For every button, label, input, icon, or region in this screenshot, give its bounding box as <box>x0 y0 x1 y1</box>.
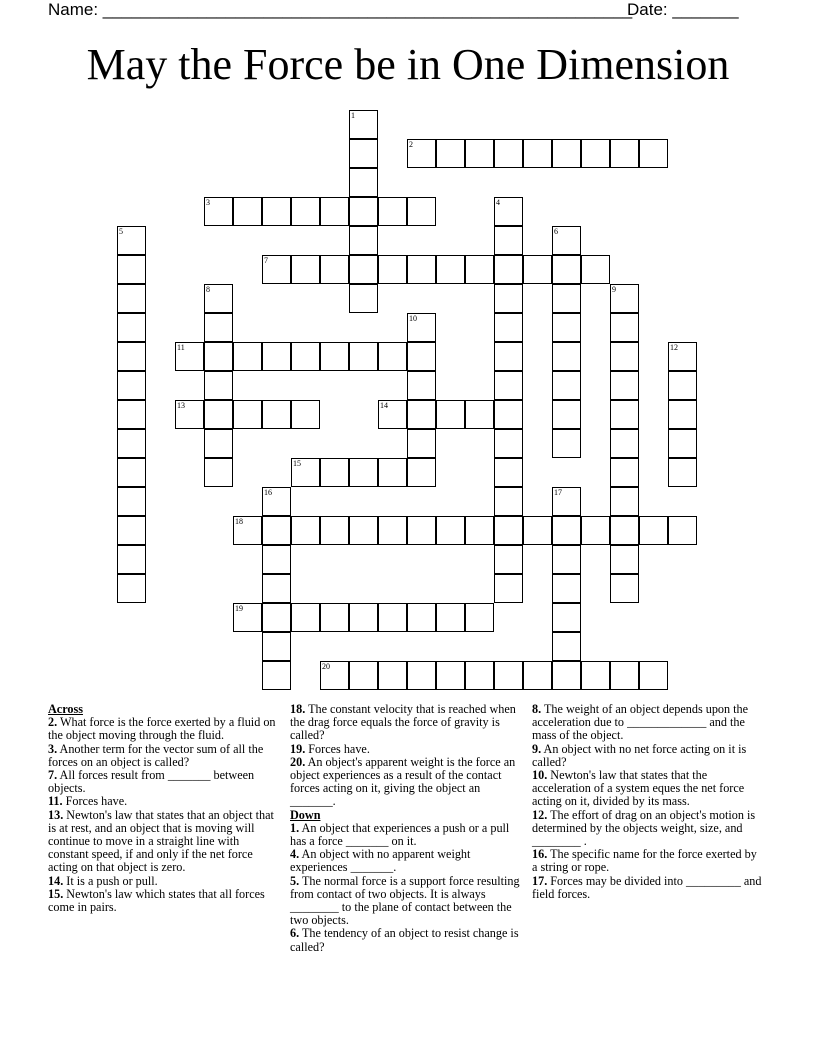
clue-number: 16 <box>264 488 272 497</box>
grid-cell[interactable] <box>610 342 639 371</box>
grid-cell[interactable] <box>436 400 465 429</box>
grid-cell[interactable] <box>320 342 349 371</box>
grid-cell[interactable] <box>117 574 146 603</box>
grid-cell[interactable] <box>552 516 581 545</box>
grid-cell[interactable] <box>610 516 639 545</box>
grid-cell[interactable] <box>175 342 204 371</box>
grid-cell[interactable] <box>494 371 523 400</box>
grid-cell[interactable] <box>320 458 349 487</box>
grid-cell[interactable] <box>494 255 523 284</box>
grid-cell[interactable] <box>523 139 552 168</box>
grid-cell[interactable] <box>668 371 697 400</box>
grid-cell[interactable] <box>494 574 523 603</box>
grid-cell[interactable] <box>349 284 378 313</box>
grid-cell[interactable] <box>117 516 146 545</box>
grid-cell[interactable] <box>320 661 349 690</box>
grid-cell[interactable] <box>320 603 349 632</box>
grid-cell[interactable] <box>494 342 523 371</box>
grid-cell[interactable] <box>436 661 465 690</box>
grid-cell[interactable] <box>581 139 610 168</box>
grid-cell[interactable] <box>233 342 262 371</box>
grid-cell[interactable] <box>262 661 291 690</box>
clue-number: 13 <box>177 401 185 410</box>
grid-cell[interactable] <box>349 255 378 284</box>
grid-cell[interactable] <box>523 255 552 284</box>
grid-cell[interactable] <box>494 458 523 487</box>
grid-cell[interactable] <box>262 516 291 545</box>
grid-cell[interactable] <box>378 197 407 226</box>
date-field: Date: _______ <box>627 0 739 19</box>
grid-cell[interactable] <box>436 603 465 632</box>
grid-cell[interactable] <box>668 516 697 545</box>
grid-cell[interactable] <box>465 516 494 545</box>
grid-cell[interactable] <box>407 603 436 632</box>
grid-cell[interactable] <box>407 255 436 284</box>
clues-column-2 <box>290 703 522 954</box>
grid-cell[interactable] <box>204 197 233 226</box>
grid-cell[interactable] <box>349 139 378 168</box>
clue-down-5: 5. The normal force is a support force resulting from contact of two objects. It is always ________ to the plane of contact between the two objects. <box>290 873 520 928</box>
down-heading: Down <box>290 807 321 822</box>
grid-cell[interactable] <box>639 139 668 168</box>
grid-cell[interactable] <box>262 342 291 371</box>
grid-cell[interactable] <box>175 400 204 429</box>
grid-cell[interactable] <box>291 197 320 226</box>
grid-cell[interactable] <box>320 516 349 545</box>
clue-down-16: 16. The specific name for the force exerted by a string or rope. <box>532 847 757 875</box>
grid-cell[interactable] <box>378 400 407 429</box>
clue-number: 14 <box>380 401 388 410</box>
clues-column-1 <box>48 703 280 914</box>
grid-cell[interactable] <box>262 487 291 516</box>
grid-cell[interactable] <box>610 545 639 574</box>
page-title: May the Force be in One Dimension <box>86 40 730 89</box>
clue-number: 11 <box>177 343 185 352</box>
grid-cell[interactable] <box>204 371 233 400</box>
grid-cell[interactable] <box>407 371 436 400</box>
clue-number: 12 <box>670 343 678 352</box>
clue-across-14: 14. It is a push or pull. <box>48 873 158 888</box>
grid-cell[interactable] <box>610 458 639 487</box>
grid-cell[interactable] <box>407 342 436 371</box>
grid-cell[interactable] <box>552 313 581 342</box>
clue-across-13: 13. Newton's law that states that an object that is at rest, and an object that is moving will continue to move in a straight line with constant speed, if and only if the net force acting on that object is zero. <box>48 807 274 875</box>
grid-cell[interactable] <box>349 226 378 255</box>
grid-cell[interactable] <box>378 661 407 690</box>
grid-cell[interactable] <box>610 313 639 342</box>
grid-cell[interactable] <box>552 574 581 603</box>
grid-cell[interactable] <box>465 255 494 284</box>
grid-cell[interactable] <box>378 255 407 284</box>
grid-cell[interactable] <box>291 516 320 545</box>
grid-cell[interactable] <box>117 284 146 313</box>
grid-cell[interactable] <box>610 284 639 313</box>
across-heading: Across <box>48 702 83 716</box>
grid-cell[interactable] <box>378 458 407 487</box>
grid-cell[interactable] <box>610 429 639 458</box>
grid-cell[interactable] <box>407 313 436 342</box>
clue-across-20: 20. An object's apparent weight is the force an object experiences as a result of the contact forces acting on it, giving the object an _______. <box>290 754 516 809</box>
grid-cell[interactable] <box>291 400 320 429</box>
grid-cell[interactable] <box>204 458 233 487</box>
clue-across-2: 2. What force is the force exerted by a fluid on the object moving through the fluid. <box>48 715 276 743</box>
clue-number: 7 <box>264 256 268 265</box>
grid-cell[interactable] <box>117 342 146 371</box>
grid-cell[interactable] <box>204 313 233 342</box>
grid-cell[interactable] <box>204 342 233 371</box>
grid-cell[interactable] <box>117 226 146 255</box>
grid-cell[interactable] <box>436 139 465 168</box>
grid-cell[interactable] <box>407 429 436 458</box>
grid-cell[interactable] <box>233 400 262 429</box>
grid-cell[interactable] <box>233 197 262 226</box>
grid-cell[interactable] <box>610 139 639 168</box>
grid-cell[interactable] <box>117 313 146 342</box>
clue-number: 2 <box>409 140 413 149</box>
grid-cell[interactable] <box>668 458 697 487</box>
grid-cell[interactable] <box>117 429 146 458</box>
grid-cell[interactable] <box>262 400 291 429</box>
grid-cell[interactable] <box>349 458 378 487</box>
grid-cell[interactable] <box>552 139 581 168</box>
grid-cell[interactable] <box>494 516 523 545</box>
grid-cell[interactable] <box>581 255 610 284</box>
grid-cell[interactable] <box>407 400 436 429</box>
grid-cell[interactable] <box>610 400 639 429</box>
grid-cell[interactable] <box>552 371 581 400</box>
grid-cell[interactable] <box>233 516 262 545</box>
grid-cell[interactable] <box>407 139 436 168</box>
grid-cell[interactable] <box>204 429 233 458</box>
grid-cell[interactable] <box>117 400 146 429</box>
grid-cell[interactable] <box>349 661 378 690</box>
clue-number: 10 <box>409 314 417 323</box>
grid-cell[interactable] <box>494 400 523 429</box>
grid-cell[interactable] <box>523 516 552 545</box>
grid-cell[interactable] <box>668 342 697 371</box>
grid-cell[interactable] <box>262 632 291 661</box>
grid-cell[interactable] <box>494 545 523 574</box>
clue-number: 20 <box>322 662 330 671</box>
grid-cell[interactable] <box>552 661 581 690</box>
grid-cell[interactable] <box>349 516 378 545</box>
grid-cell[interactable] <box>436 516 465 545</box>
grid-cell[interactable] <box>552 226 581 255</box>
grid-cell[interactable] <box>204 400 233 429</box>
grid-cell[interactable] <box>494 429 523 458</box>
clue-down-12: 12. The effort of drag on an object's motion is determined by the objects weight, size, and ________ . <box>532 807 756 849</box>
grid-cell[interactable] <box>117 487 146 516</box>
grid-cell[interactable] <box>436 255 465 284</box>
grid-cell[interactable] <box>552 487 581 516</box>
clue-down-1: 1. An object that experiences a push or a pull has a force _______ on it. <box>290 820 510 849</box>
grid-cell[interactable] <box>262 603 291 632</box>
grid-cell[interactable] <box>494 139 523 168</box>
grid-cell[interactable] <box>465 661 494 690</box>
grid-cell[interactable] <box>378 603 407 632</box>
grid-cell[interactable] <box>349 110 378 139</box>
clue-number: 15 <box>293 459 301 468</box>
clues-column-3 <box>532 703 764 901</box>
grid-cell[interactable] <box>552 545 581 574</box>
grid-cell[interactable] <box>552 603 581 632</box>
grid-cell[interactable] <box>639 516 668 545</box>
clue-across-11: 11. Forces have. <box>48 794 128 809</box>
clue-down-6: 6. The tendency of an object to resist change is called? <box>290 926 519 954</box>
grid-cell[interactable] <box>407 516 436 545</box>
grid-cell[interactable] <box>552 400 581 429</box>
grid-cell[interactable] <box>407 661 436 690</box>
grid-cell[interactable] <box>552 284 581 313</box>
clue-across-15: 15. Newton's law which states that all forces come in pairs. <box>48 886 265 915</box>
clue-across-18: 18. The constant velocity that is reached when the drag force equals the force of gravity is called? <box>290 702 516 743</box>
grid-cell[interactable] <box>320 255 349 284</box>
clue-down-9: 9. An object with no net force acting on it is called? <box>532 741 747 769</box>
grid-cell[interactable] <box>552 632 581 661</box>
grid-cell[interactable] <box>349 603 378 632</box>
clue-number: 9 <box>612 285 616 294</box>
grid-cell[interactable] <box>291 603 320 632</box>
grid-cell[interactable] <box>494 661 523 690</box>
clue-number: 6 <box>554 227 558 236</box>
grid-cell[interactable] <box>378 342 407 371</box>
clue-number: 19 <box>235 604 243 613</box>
grid-cell[interactable] <box>117 371 146 400</box>
grid-cell[interactable] <box>494 313 523 342</box>
grid-cell[interactable] <box>581 516 610 545</box>
clue-down-8: 8. The weight of an object depends upon the acceleration due to _____________ and the mass of the object. <box>532 702 749 743</box>
clue-number: 5 <box>119 227 123 236</box>
grid-cell[interactable] <box>262 197 291 226</box>
grid-cell[interactable] <box>117 255 146 284</box>
clue-across-19: 19. Forces have. <box>290 741 370 756</box>
grid-cell[interactable] <box>668 400 697 429</box>
grid-cell[interactable] <box>262 545 291 574</box>
grid-cell[interactable] <box>291 342 320 371</box>
clue-number: 8 <box>206 285 210 294</box>
grid-cell[interactable] <box>668 429 697 458</box>
grid-cell[interactable] <box>117 545 146 574</box>
grid-cell[interactable] <box>349 168 378 197</box>
clue-number: 17 <box>554 488 562 497</box>
grid-cell[interactable] <box>349 197 378 226</box>
grid-cell[interactable] <box>465 603 494 632</box>
grid-cell[interactable] <box>407 458 436 487</box>
grid-cell[interactable] <box>262 255 291 284</box>
grid-cell[interactable] <box>320 197 349 226</box>
grid-cell[interactable] <box>639 661 668 690</box>
clue-across-3: 3. Another term for the vector sum of all the forces on an object is called? <box>48 741 264 769</box>
grid-cell[interactable] <box>552 342 581 371</box>
grid-cell[interactable] <box>494 197 523 226</box>
clue-down-17: 17. Forces may be divided into _________ and field forces. <box>532 873 762 901</box>
clue-number: 18 <box>235 517 243 526</box>
grid-cell[interactable] <box>204 284 233 313</box>
clue-down-10: 10. Newton's law that states that the acceleration of a system eques the net force acting on it, divided by its mass. <box>532 768 745 809</box>
grid-cell[interactable] <box>552 255 581 284</box>
grid-cell[interactable] <box>610 574 639 603</box>
grid-cell[interactable] <box>610 487 639 516</box>
name-field: Name: ________________________________________________________ <box>48 0 633 19</box>
grid-cell[interactable] <box>494 487 523 516</box>
grid-cell[interactable] <box>552 429 581 458</box>
grid-cell[interactable] <box>378 516 407 545</box>
clue-down-4: 4. An object with no apparent weight experiences _______. <box>290 847 471 875</box>
clue-across-7: 7. All forces result from _______ between objects. <box>48 768 255 796</box>
grid-cell[interactable] <box>581 661 610 690</box>
clue-number: 1 <box>351 111 355 120</box>
clue-number: 3 <box>206 198 210 207</box>
grid-cell[interactable] <box>407 197 436 226</box>
grid-cell[interactable] <box>291 255 320 284</box>
grid-cell[interactable] <box>117 458 146 487</box>
grid-cell[interactable] <box>494 284 523 313</box>
grid-cell[interactable] <box>465 400 494 429</box>
grid-cell[interactable] <box>523 661 552 690</box>
grid-cell[interactable] <box>349 342 378 371</box>
grid-cell[interactable] <box>465 139 494 168</box>
grid-cell[interactable] <box>494 226 523 255</box>
grid-cell[interactable] <box>233 603 262 632</box>
grid-cell[interactable] <box>291 458 320 487</box>
clue-number: 4 <box>496 198 500 207</box>
grid-cell[interactable] <box>610 661 639 690</box>
grid-cell[interactable] <box>610 371 639 400</box>
grid-cell[interactable] <box>262 574 291 603</box>
